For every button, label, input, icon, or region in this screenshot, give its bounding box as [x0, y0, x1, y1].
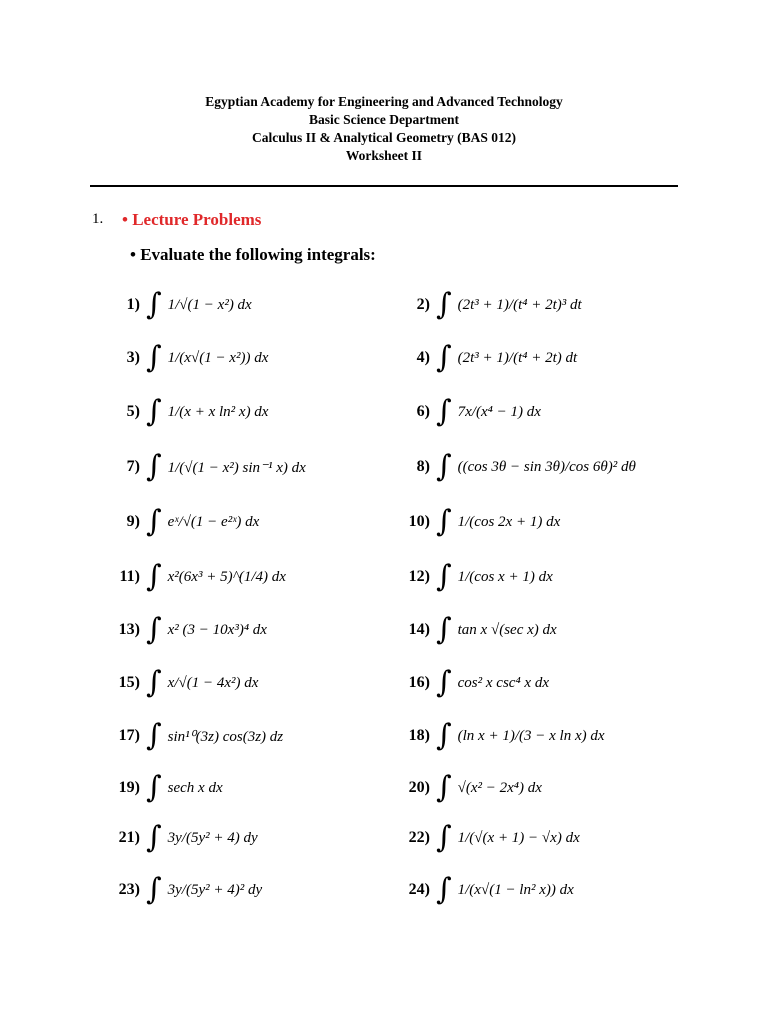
problem-item [390, 870, 574, 910]
problem-number: 2) [416, 296, 430, 313]
integral-sign: ∫ [146, 718, 162, 753]
problem-number: 8) [416, 458, 430, 475]
problem-item [100, 285, 252, 325]
problem-number: 13) [118, 621, 140, 638]
problem-number: 4) [416, 349, 430, 366]
problem-expression: 1/(x√(1 − ln² x)) dx [457, 881, 574, 898]
integral-sign: ∫ [436, 612, 452, 647]
problem-expression: 1/(x√(1 − x²)) dx [167, 349, 269, 366]
problem-number: 20) [408, 779, 430, 796]
problem-number: 11) [119, 568, 140, 585]
section-title: • Lecture Problems [122, 210, 262, 229]
problem-expression: 3y/(5y² + 4)² dy [167, 881, 263, 898]
problem-number: 15) [118, 674, 140, 691]
problem-expression: x/√(1 − 4x²) dx [167, 674, 259, 691]
integral-sign: ∫ [146, 394, 162, 429]
problem-item [390, 663, 549, 703]
problem-expression: cos² x csc⁴ x dx [457, 674, 549, 691]
problem-number: 10) [408, 513, 430, 530]
problem-expression: sin¹⁰(3z) cos(3z) dz [167, 728, 284, 745]
problem-expression: (2t³ + 1)/(t⁴ + 2t)³ dt [457, 296, 582, 313]
problem-item [390, 557, 553, 597]
section-subtitle: • Evaluate the following integrals: [130, 245, 376, 264]
problem-number: 18) [408, 727, 430, 744]
problem-number: 21) [118, 829, 140, 846]
header-department: Basic Science Department [309, 112, 459, 127]
integral-sign: ∫ [436, 820, 452, 855]
problem-number: 7) [126, 458, 140, 475]
problem-number: 1) [126, 296, 140, 313]
problem-item [100, 768, 223, 808]
problem-number: 22) [408, 829, 430, 846]
integral-sign: ∫ [146, 504, 162, 539]
problem-number: 5) [126, 403, 140, 420]
integral-sign: ∫ [436, 449, 452, 484]
problem-expression: 1/(cos x + 1) dx [457, 568, 553, 585]
integral-sign: ∫ [436, 770, 452, 805]
problem-item [390, 392, 541, 432]
problem-item [390, 818, 580, 858]
integral-sign: ∫ [146, 287, 162, 322]
problem-number: 19) [118, 779, 140, 796]
integral-sign: ∫ [146, 820, 162, 855]
problem-expression: x² (3 − 10x³)⁴ dx [167, 621, 267, 638]
problem-number: 16) [408, 674, 430, 691]
problem-expression: 1/(√(x + 1) − √x) dx [457, 829, 580, 846]
problem-number: 14) [408, 621, 430, 638]
header-course: Calculus II & Analytical Geometry (BAS 012) [252, 130, 516, 145]
integral-sign: ∫ [436, 340, 452, 375]
problem-expression: (ln x + 1)/(3 − x ln x) dx [457, 727, 605, 744]
problem-item [390, 447, 636, 487]
integral-sign: ∫ [146, 449, 162, 484]
section-number: 1. [92, 211, 104, 227]
problem-number: 9) [126, 513, 140, 530]
problem-item [100, 818, 258, 858]
problem-expression: 3y/(5y² + 4) dy [167, 829, 258, 846]
problem-expression: √(x² − 2x⁴) dx [457, 779, 542, 796]
header-institution: Egyptian Academy for Engineering and Advanced Technology [205, 94, 563, 109]
integral-sign: ∫ [436, 665, 452, 700]
integral-sign: ∫ [146, 559, 162, 594]
problem-expression: 1/(√(1 − x²) sin⁻¹ x) dx [167, 459, 306, 476]
problem-number: 3) [126, 349, 140, 366]
problem-item [100, 447, 306, 487]
problem-item [390, 285, 582, 325]
problem-item [390, 716, 605, 756]
problem-item [390, 610, 557, 650]
problem-item [100, 338, 268, 378]
problem-expression: 7x/(x⁴ − 1) dx [457, 403, 541, 420]
problem-expression: 1/(x + x ln² x) dx [167, 403, 269, 420]
problem-expression: (2t³ + 1)/(t⁴ + 2t) dt [457, 349, 578, 366]
document-header [0, 93, 768, 165]
problem-item [100, 870, 262, 910]
integral-sign: ∫ [146, 665, 162, 700]
problem-expression: sech x dx [167, 779, 223, 796]
problem-item [100, 610, 267, 650]
integral-sign: ∫ [436, 504, 452, 539]
integral-sign: ∫ [146, 872, 162, 907]
problem-expression: 1/√(1 − x²) dx [167, 296, 252, 313]
header-divider [90, 185, 678, 187]
problem-number: 24) [408, 881, 430, 898]
problem-number: 23) [118, 881, 140, 898]
header-worksheet: Worksheet II [345, 148, 423, 163]
problem-expression: eˣ/√(1 − e²ˣ) dx [167, 513, 260, 530]
problem-item [100, 663, 258, 703]
problem-expression: x²(6x³ + 5)^(1/4) dx [167, 568, 286, 585]
problem-item [390, 338, 577, 378]
problem-item [390, 768, 542, 808]
integral-sign: ∫ [146, 770, 162, 805]
integral-sign: ∫ [436, 872, 452, 907]
problem-item [100, 716, 283, 756]
problem-item [390, 502, 560, 542]
problem-expression: ((cos 3θ − sin 3θ)/cos 6θ)² dθ [457, 458, 636, 475]
integral-sign: ∫ [146, 612, 162, 647]
problem-expression: 1/(cos 2x + 1) dx [457, 513, 561, 530]
problem-item [100, 502, 259, 542]
problem-number: 12) [408, 568, 430, 585]
integral-sign: ∫ [436, 394, 452, 429]
integral-sign: ∫ [436, 718, 452, 753]
problem-item [100, 557, 286, 597]
integral-sign: ∫ [436, 559, 452, 594]
integral-sign: ∫ [436, 287, 452, 322]
problem-expression: tan x √(sec x) dx [457, 621, 557, 638]
problem-number: 6) [416, 403, 430, 420]
problem-item [100, 392, 268, 432]
problem-number: 17) [118, 727, 140, 744]
integral-sign: ∫ [146, 340, 162, 375]
